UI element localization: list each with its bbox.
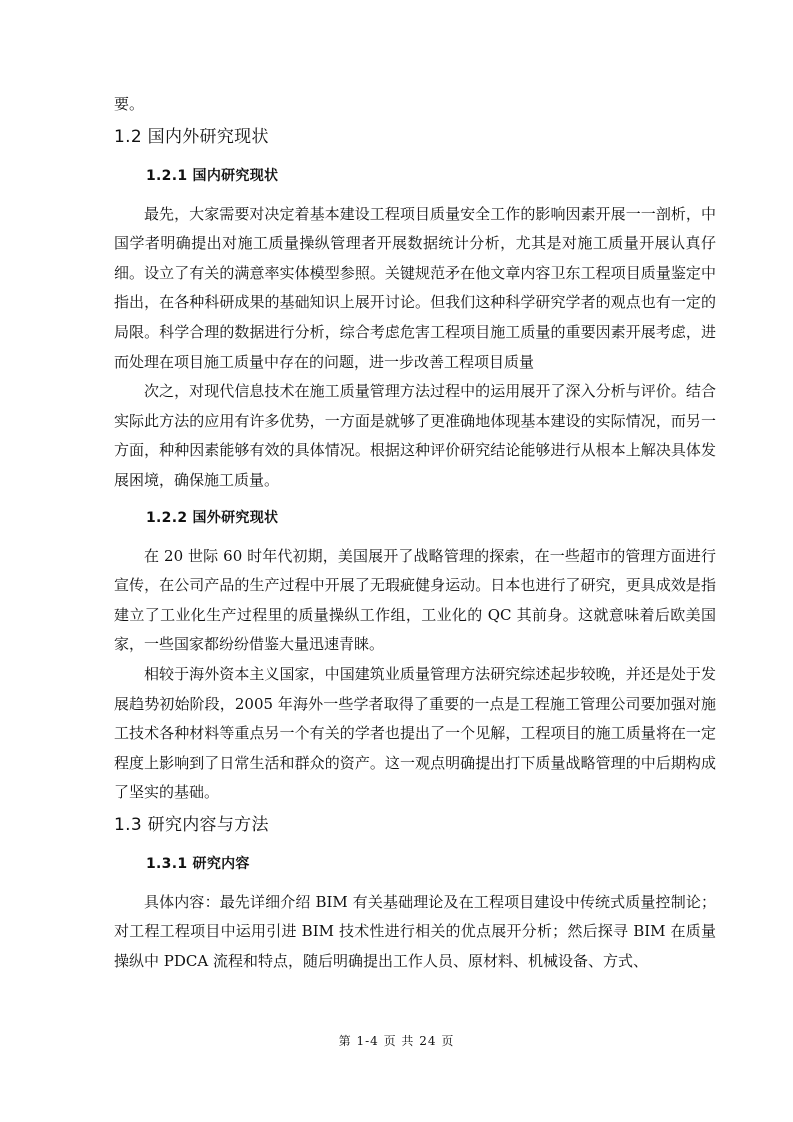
- paragraph: 最先，大家需要对决定着基本建设工程项目质量安全工作的影响因素开展一一剖析，中国学者明确提出对施工质量操纵管理者开展数据统计分析，尤其是对施工质量开展认真仔细。设立了有关的满意率实体模型参照。关键规范矛在他文章内容卫东工程项目质量鉴定中指出，在各种科研成果的基础知识上展开讨论。但我们这种科学研究学者的观点也有一定的局限。科学合理的数据进行分析，综合考虑危害工程项目施工质量的重要因素开展考虑，进而处理在项目施工质量中存在的问题，进一步改善工程项目质量: [114, 204, 716, 371]
- lead-fragment: 要。: [114, 95, 145, 113]
- paragraph: 在 20 世际 60 时年代初期，美国展开了战略管理的探索，在一些超市的管理方面进行宣传，在公司产品的生产过程中开展了无瑕疵健身运动。日本也进行了研究，更具成效是指建立了工业化生产过程里的质量操纵工作组，工业化的 QC 其前身。这就意味着后欧美国家，一些国家都纷纷借鉴大量迅速青睐。: [114, 546, 716, 654]
- paragraph: 次之，对现代信息技术在施工质量管理方法过程中的运用展开了深入分析与评价。结合实际此方法的应用有许多优势，一方面是就够了更准确地体现基本建设的实际情况，而另一方面，种种因素能够有效的具体情况。根据这种评价研究结论能够进行从根本上解决具体发展困境，确保施工质量。: [114, 382, 716, 489]
- section-heading-1-2: 1.2 国内外研究现状: [114, 126, 269, 147]
- page-body: [114, 90, 716, 977]
- section-heading-1-3: 1.3 研究内容与方法: [114, 814, 269, 835]
- paragraph: 具体内容：最先详细介绍 BIM 有关基础理论及在工程项目建设中传统式质量控制论；对工程工程项目中运用引进 BIM 技术性进行相关的优点展开分析；然后探寻 BIM 在质量操纵中 PDCA 流程和特点，随后明确提出工作人员、原材料、机械设备、方式、: [114, 892, 716, 971]
- subsection-heading-1-2-1: 1.2.1 国内研究现状: [146, 167, 279, 184]
- subsection-heading-1-2-2: 1.2.2 国外研究现状: [146, 509, 279, 526]
- paragraph: 相较于海外资本主义国家，中国建筑业质量管理方法研究综述起步较晚，并还是处于发展趋势初始阶段，2005 年海外一些学者取得了重要的一点是工程施工管理公司要加强对施工技术各种材料等重点另一个有关的学者也提出了一个见解，工程项目的施工质量将在一定程度上影响到了日常生活和群众的资产。这一观点明确提出打下质量战略管理的中后期构成了坚实的基础。: [114, 664, 716, 802]
- subsection-heading-1-3-1: 1.3.1 研究内容: [146, 855, 250, 872]
- page-footer: 第 1-4 页 共 24 页: [338, 1034, 455, 1048]
